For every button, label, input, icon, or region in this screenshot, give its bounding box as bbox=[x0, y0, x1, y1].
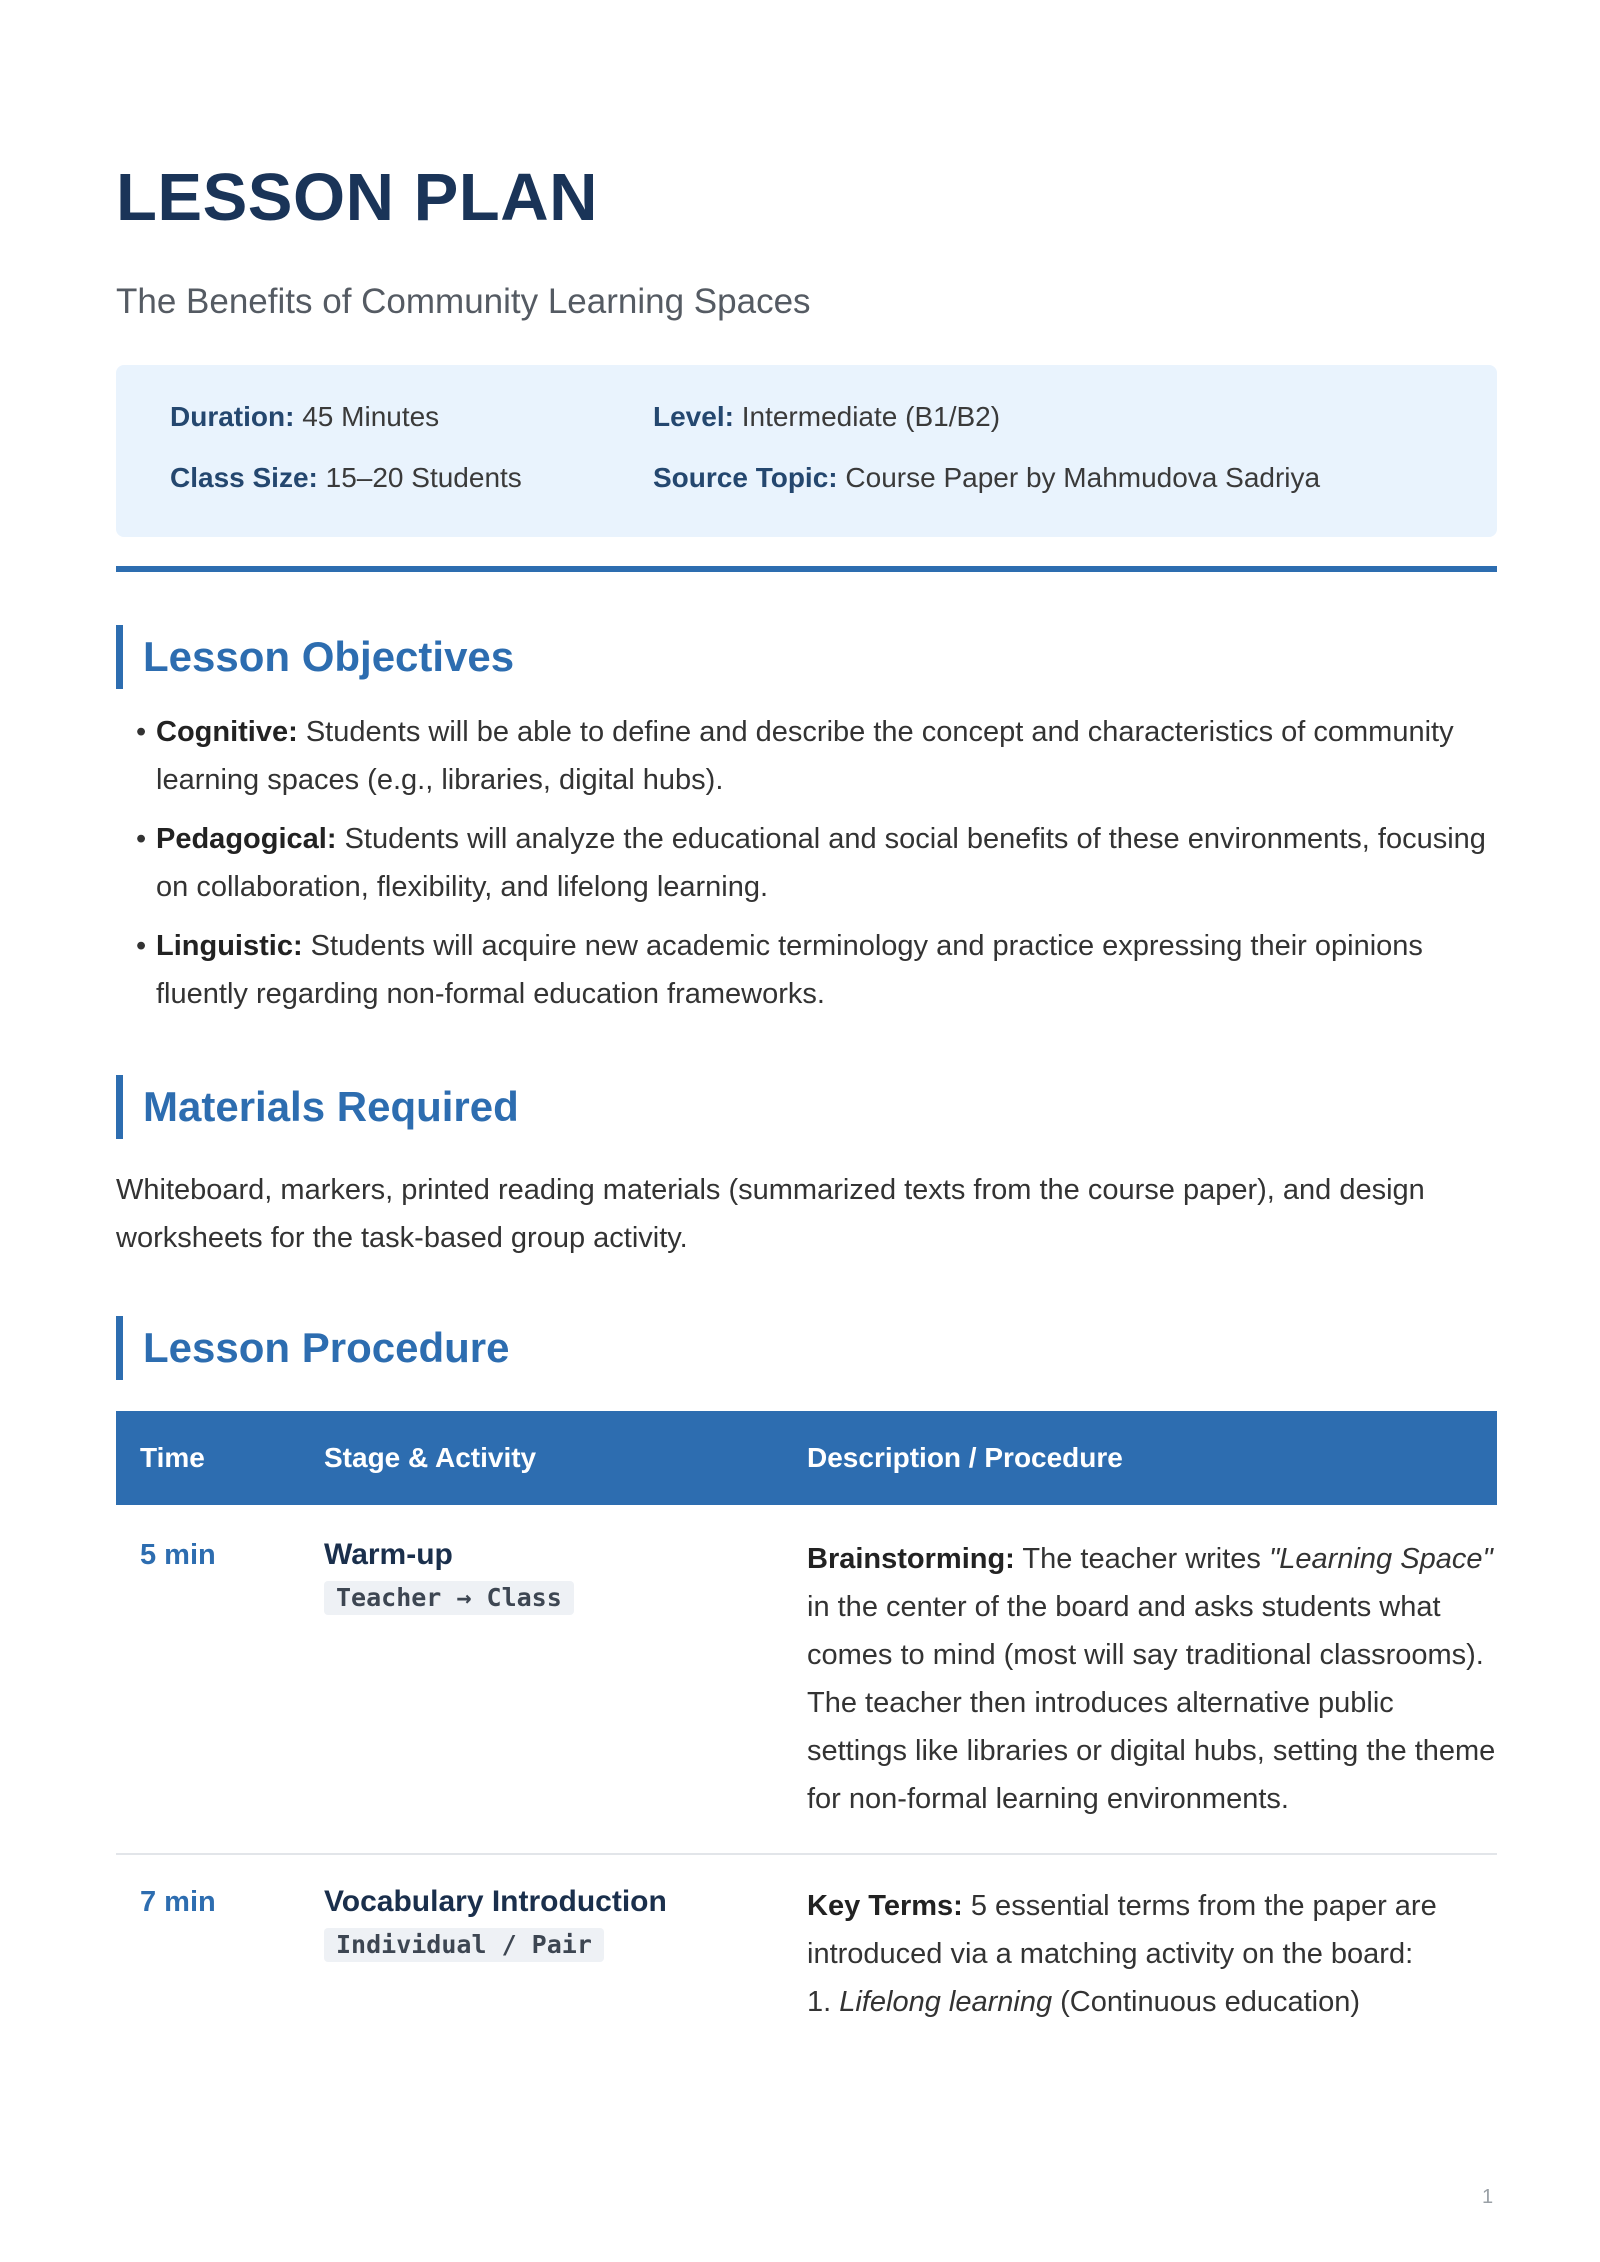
objectives-heading: Lesson Objectives bbox=[143, 633, 515, 680]
objective-item bbox=[136, 815, 1497, 911]
source-topic-info bbox=[653, 461, 1320, 495]
description-label: Brainstorming: bbox=[807, 1543, 1015, 1575]
section-accent-bar bbox=[116, 1075, 123, 1139]
bullet-icon: • bbox=[136, 930, 147, 962]
key-term: Lifelong learning bbox=[839, 1986, 1053, 2018]
page-number: 1 bbox=[1482, 2186, 1494, 2208]
row-stage: Warm-up bbox=[324, 1538, 453, 1571]
procedure-table bbox=[116, 1411, 1497, 2026]
key-term-item bbox=[807, 1978, 1497, 2026]
row-description bbox=[807, 1882, 1497, 1978]
duration-info bbox=[170, 400, 439, 434]
table-header-row bbox=[116, 1411, 1497, 1505]
class-size-info bbox=[170, 461, 522, 495]
objectives-list bbox=[136, 708, 1497, 1029]
description-text: The teacher writes bbox=[1022, 1543, 1261, 1575]
class-size-label: Class Size: bbox=[170, 462, 318, 493]
duration-value: 45 Minutes bbox=[302, 401, 440, 432]
level-value: Intermediate (B1/B2) bbox=[741, 401, 1001, 432]
objective-item bbox=[136, 922, 1497, 1018]
row-description bbox=[807, 1535, 1497, 1823]
description-text: in the center of the board and asks students what comes to mind (most will say traditional classrooms). The teacher then introduces alternative public settings like libraries or digital hubs, setting the theme for non-formal learning environments. bbox=[807, 1591, 1496, 1815]
level-label: Level: bbox=[653, 401, 734, 432]
description-emphasis: "Learning Space" bbox=[1269, 1543, 1493, 1575]
duration-label: Duration: bbox=[170, 401, 295, 432]
section-accent-bar bbox=[116, 1316, 123, 1380]
source-topic-label: Source Topic: bbox=[653, 462, 838, 493]
table-row bbox=[116, 1854, 1497, 2026]
document-subtitle: The Benefits of Community Learning Spaces bbox=[116, 282, 811, 321]
row-time: 5 min bbox=[140, 1539, 216, 1571]
table-row bbox=[116, 1505, 1497, 1854]
key-term-number: 1. bbox=[807, 1986, 832, 2018]
column-header-stage: Stage & Activity bbox=[324, 1411, 807, 1505]
row-time: 7 min bbox=[140, 1886, 216, 1918]
class-size-value: 15–20 Students bbox=[325, 462, 522, 493]
source-topic-value: Course Paper by Mahmudova Sadriya bbox=[845, 462, 1321, 493]
materials-heading: Materials Required bbox=[143, 1083, 519, 1130]
description-text: 5 essential terms from the paper are introduced via a matching activity on the board: bbox=[807, 1890, 1437, 1970]
column-header-time: Time bbox=[116, 1411, 324, 1505]
header-divider bbox=[116, 566, 1497, 572]
objective-label: Cognitive: bbox=[156, 716, 298, 748]
bullet-icon: • bbox=[136, 716, 147, 748]
key-term-definition: (Continuous education) bbox=[1060, 1986, 1360, 2018]
objective-item bbox=[136, 708, 1497, 804]
lesson-info-box bbox=[116, 365, 1497, 537]
objective-text: Students will be able to define and describe the concept and characteristics of community learning spaces (e.g., libraries, digital hubs). bbox=[156, 716, 1454, 796]
description-label: Key Terms: bbox=[807, 1890, 963, 1922]
bullet-icon: • bbox=[136, 823, 147, 855]
materials-text: Whiteboard, markers, printed reading materials (summarized texts from the course paper), and design worksheets for the task-based group activity. bbox=[116, 1174, 1425, 1254]
section-accent-bar bbox=[116, 625, 123, 689]
row-stage: Vocabulary Introduction bbox=[324, 1885, 667, 1918]
objectives-section-heading bbox=[116, 625, 1497, 689]
level-info bbox=[653, 400, 1000, 434]
column-header-description: Description / Procedure bbox=[807, 1411, 1497, 1505]
interaction-badge: Teacher → Class bbox=[324, 1581, 574, 1615]
objective-label: Linguistic: bbox=[156, 930, 303, 962]
objective-label: Pedagogical: bbox=[156, 823, 337, 855]
procedure-section-heading bbox=[116, 1316, 1497, 1380]
interaction-badge: Individual / Pair bbox=[324, 1928, 604, 1962]
document-title: LESSON PLAN bbox=[116, 160, 598, 235]
objective-text: Students will acquire new academic terminology and practice expressing their opinions fluently regarding non-formal education frameworks. bbox=[156, 930, 1423, 1010]
materials-section-heading bbox=[116, 1075, 1497, 1139]
procedure-heading: Lesson Procedure bbox=[143, 1324, 510, 1371]
objective-text: Students will analyze the educational and social benefits of these environments, focusing on collaboration, flexibility, and lifelong learning. bbox=[156, 823, 1486, 903]
